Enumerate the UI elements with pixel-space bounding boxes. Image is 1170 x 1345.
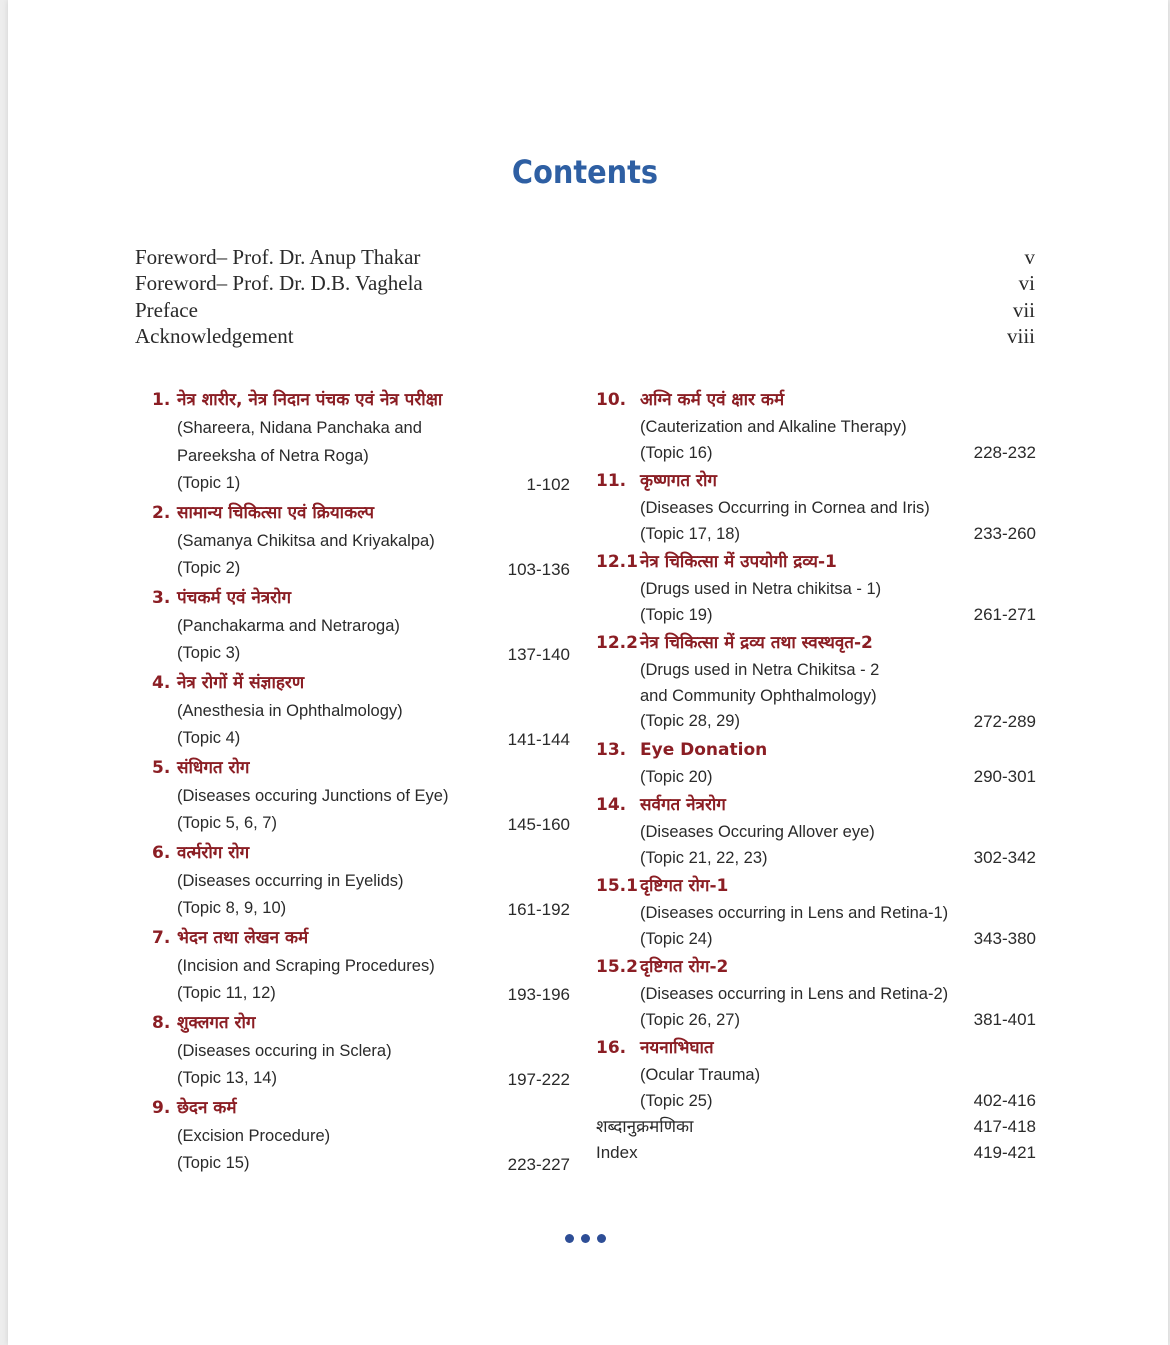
chapter-title: वर्त्मरोग रोग	[177, 842, 250, 863]
front-matter-page: viii	[1006, 323, 1035, 348]
toc-entry[interactable]	[152, 1093, 570, 1178]
chapter-subtitle-line: (Topic 28, 29)	[640, 712, 740, 730]
chapter-subtitle-line: (Panchakarma and Netraroga)	[177, 616, 400, 635]
chapter-title: दृष्टिगत रोग-1	[640, 876, 729, 896]
chapter-subtitle-line: (Incision and Scraping Procedures)	[177, 956, 435, 975]
chapter-number: 12.1	[596, 552, 638, 572]
toc-entry[interactable]	[152, 498, 570, 583]
page-range: 103-136	[507, 559, 570, 579]
ellipsis-ornament	[565, 1234, 606, 1243]
dot-icon	[581, 1234, 590, 1243]
page-range: 137-140	[507, 644, 570, 664]
page-range: 261-271	[973, 605, 1036, 624]
chapter-title: संधिगत रोग	[177, 757, 250, 778]
page-range: 1-102	[526, 474, 570, 494]
chapter-subtitle-line: (Diseases occurring in Lens and Retina-2)	[640, 985, 949, 1003]
dot-icon	[597, 1234, 606, 1243]
chapter-heading	[596, 628, 1036, 658]
toc-entry[interactable]	[152, 923, 570, 1008]
toc-entry[interactable]	[596, 790, 1036, 871]
chapter-subtitle-line: (Topic 1)	[177, 474, 241, 492]
chapter-number: 9.	[152, 1097, 171, 1118]
toc-entry[interactable]	[596, 466, 1036, 547]
chapter-subtitle-line: (Diseases Occurring in Cornea and Iris)	[640, 499, 930, 517]
chapter-heading	[596, 871, 1036, 901]
chapter-subtitle-line: (Topic 15)	[177, 1154, 250, 1172]
chapter-heading	[152, 753, 570, 783]
page-range: 228-232	[973, 443, 1036, 462]
chapter-heading	[152, 668, 570, 698]
chapter-heading	[152, 498, 570, 528]
chapter-heading	[596, 952, 1036, 982]
chapter-number: 12.2	[596, 633, 638, 653]
chapter-number: 14.	[596, 795, 627, 815]
toc-entry[interactable]	[596, 628, 1036, 735]
back-matter-page: 417-418	[973, 1117, 1036, 1136]
toc-entry[interactable]	[596, 1033, 1036, 1114]
page-title: Contents	[511, 153, 659, 191]
chapter-title: पंचकर्म एवं नेत्ररोग	[177, 587, 292, 608]
chapter-title: नेत्र चिकित्सा में उपयोगी द्रव्य-1	[640, 552, 837, 572]
toc-entry[interactable]	[596, 952, 1036, 1033]
chapter-heading	[596, 1033, 1036, 1063]
toc-entry[interactable]	[596, 735, 1036, 791]
toc-entry[interactable]	[152, 838, 570, 923]
chapter-subtitle-line: and Community Ophthalmology)	[640, 686, 877, 705]
chapter-heading	[596, 547, 1036, 577]
page-range: 161-192	[507, 899, 570, 919]
chapter-subtitle-line: (Topic 16)	[640, 443, 713, 462]
chapter-subtitle-line: (Anesthesia in Ophthalmology)	[177, 701, 403, 720]
left-chapter-column	[152, 385, 570, 1178]
page-range: 145-160	[507, 814, 570, 834]
chapter-subtitle-line: (Diseases occuring Junctions of Eye)	[177, 786, 449, 805]
chapter-subtitle-line: (Topic 21, 22, 23)	[640, 848, 768, 867]
back-matter-page: 419-421	[973, 1143, 1036, 1162]
chapter-number: 15.2	[596, 957, 638, 977]
chapter-number: 16.	[596, 1038, 627, 1058]
chapter-number: 8.	[152, 1012, 171, 1033]
chapter-number: 15.1	[596, 876, 638, 896]
chapter-subtitle-line: (Topic 4)	[177, 729, 241, 747]
chapter-number: 1.	[152, 390, 171, 410]
chapter-subtitle-line: (Topic 2)	[177, 559, 241, 577]
chapter-subtitle-line: (Diseases occurring in Eyelids)	[177, 871, 404, 890]
chapter-number: 10.	[596, 390, 627, 410]
chapter-title: अग्नि कर्म एवं क्षार कर्म	[640, 390, 785, 410]
chapter-subtitle-line: (Topic 5, 6, 7)	[177, 814, 277, 832]
page-range: 223-227	[507, 1154, 570, 1174]
chapter-subtitle-line: (Ocular Trauma)	[640, 1066, 761, 1084]
chapter-heading	[596, 385, 1036, 415]
back-matter-item[interactable]	[596, 1140, 1036, 1166]
chapter-title: कृष्णगत रोग	[640, 471, 717, 491]
chapter-heading	[152, 1093, 570, 1123]
chapter-title: नयनाभिघात	[640, 1038, 714, 1058]
chapter-title: Eye Donation	[640, 739, 768, 760]
chapter-title: सामान्य चिकित्सा एवं क्रियाकल्प	[177, 502, 375, 523]
toc-entry[interactable]	[152, 385, 570, 498]
front-matter-label: Preface	[135, 297, 198, 322]
chapter-heading	[596, 735, 1036, 765]
chapter-heading	[152, 583, 570, 613]
chapter-number: 13.	[596, 739, 627, 760]
toc-entry[interactable]	[596, 871, 1036, 952]
page-range: 290-301	[973, 767, 1036, 786]
back-matter-label: Index	[596, 1143, 638, 1162]
front-matter-page: vi	[1018, 271, 1035, 296]
page-range: 141-144	[507, 729, 570, 749]
chapter-title: भेदन तथा लेखन कर्म	[177, 927, 309, 948]
chapter-subtitle-line: (Topic 8, 9, 10)	[177, 899, 287, 917]
page-range: 193-196	[507, 984, 570, 1004]
front-matter-page: v	[1024, 245, 1035, 269]
chapter-subtitle-line: (Diseases occurring in Lens and Retina-1)	[640, 904, 949, 922]
chapter-number: 7.	[152, 927, 171, 948]
chapter-subtitle-line: (Drugs used in Netra chikitsa - 1)	[640, 580, 882, 598]
page-range: 302-342	[973, 848, 1036, 867]
chapter-heading	[596, 466, 1036, 496]
chapter-subtitle-line: (Diseases occuring in Sclera)	[177, 1041, 392, 1060]
chapter-subtitle-line: (Topic 13, 14)	[177, 1069, 277, 1087]
chapter-title: सर्वगत नेत्ररोग	[640, 795, 726, 815]
chapter-title: दृष्टिगत रोग-2	[640, 957, 729, 977]
chapter-subtitle-line: (Topic 25)	[640, 1091, 713, 1110]
chapter-number: 3.	[152, 587, 171, 608]
chapter-heading	[152, 385, 570, 415]
chapter-subtitle-line: (Diseases Occuring Allover eye)	[640, 823, 875, 841]
chapter-heading	[596, 790, 1036, 820]
chapter-heading	[152, 838, 570, 868]
page-range: 197-222	[507, 1069, 570, 1089]
back-matter-item[interactable]	[596, 1114, 1036, 1140]
toc-entry[interactable]	[152, 668, 570, 753]
front-matter-label: Foreword– Prof. Dr. Anup Thakar	[135, 245, 421, 269]
chapter-subtitle-line: (Topic 11, 12)	[177, 984, 276, 1002]
chapter-subtitle-line: (Drugs used in Netra Chikitsa - 2	[640, 661, 880, 679]
chapter-subtitle-line: (Topic 19)	[640, 605, 713, 624]
chapter-subtitle-line: (Topic 17, 18)	[640, 524, 740, 543]
page-range: 381-401	[973, 1010, 1036, 1029]
front-matter-list	[135, 244, 1035, 349]
toc-entry[interactable]	[596, 547, 1036, 628]
front-matter-item	[135, 323, 1035, 349]
front-matter-item	[135, 270, 1035, 296]
chapter-number: 2.	[152, 502, 171, 523]
front-matter-item	[135, 297, 1035, 323]
toc-entry[interactable]	[596, 385, 1036, 466]
chapter-title: छेदन कर्म	[177, 1097, 237, 1118]
page-range: 402-416	[973, 1091, 1036, 1110]
chapter-subtitle-line: (Excision Procedure)	[177, 1126, 331, 1145]
front-matter-label: Foreword– Prof. Dr. D.B. Vaghela	[135, 271, 423, 296]
chapter-title: नेत्र चिकित्सा में द्रव्य तथा स्वस्थवृत-2	[640, 633, 873, 653]
chapter-subtitle-line: (Cauterization and Alkaline Therapy)	[640, 418, 907, 436]
chapter-heading	[152, 923, 570, 953]
front-matter-page: vii	[1012, 297, 1035, 322]
chapter-subtitle-line: (Samanya Chikitsa and Kriyakalpa)	[177, 531, 435, 550]
chapter-heading	[152, 1008, 570, 1038]
chapter-subtitle-line: (Shareera, Nidana Panchaka and	[177, 419, 422, 437]
toc-entry[interactable]	[152, 583, 570, 668]
page-range: 233-260	[973, 524, 1036, 543]
chapter-number: 5.	[152, 757, 171, 778]
chapter-number: 6.	[152, 842, 171, 863]
chapter-subtitle-line: (Topic 20)	[640, 767, 713, 786]
front-matter-item	[135, 244, 1035, 270]
chapter-number: 4.	[152, 672, 171, 693]
chapter-subtitle-line: Pareeksha of Netra Roga)	[177, 446, 369, 465]
dot-icon	[565, 1234, 574, 1243]
chapter-number: 11.	[596, 471, 627, 491]
right-chapter-column	[596, 385, 1036, 1166]
back-matter-label: शब्दानुक्रमणिका	[596, 1117, 694, 1136]
front-matter-label: Acknowledgement	[135, 323, 294, 348]
chapter-subtitle-line: (Topic 3)	[177, 644, 241, 662]
page-range: 343-380	[973, 929, 1036, 948]
chapter-subtitle-line: (Topic 24)	[640, 929, 713, 948]
chapter-title: शुक्लगत रोग	[177, 1012, 256, 1033]
page-range: 272-289	[973, 711, 1036, 731]
chapter-subtitle-line: (Topic 26, 27)	[640, 1010, 740, 1029]
chapter-title: नेत्र रोगों में संज्ञाहरण	[177, 672, 305, 693]
toc-entry[interactable]	[152, 1008, 570, 1093]
chapter-title: नेत्र शारीर, नेत्र निदान पंचक एवं नेत्र परीक्षा	[177, 390, 443, 410]
toc-entry[interactable]	[152, 753, 570, 838]
